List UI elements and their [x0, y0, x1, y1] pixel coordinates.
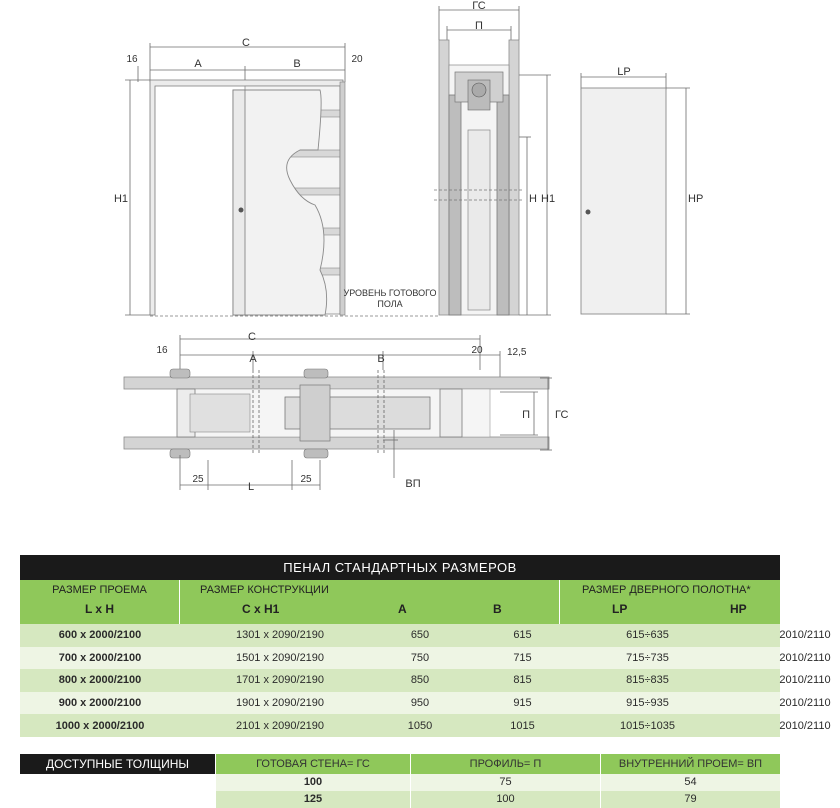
header-construction: РАЗМЕР КОНСТРУКЦИИ C x H1 A B — [180, 580, 560, 624]
cell-a: 850 — [410, 674, 430, 687]
thickness-row — [20, 774, 780, 791]
table-row — [20, 669, 831, 692]
thickness-p: 75 — [410, 774, 600, 791]
thickness-gs: 100 — [215, 774, 410, 791]
plan-dim-p: П — [522, 409, 530, 421]
table-title: ПЕНАЛ СТАНДАРТНЫХ РАЗМЕРОВ — [20, 555, 780, 580]
front-dim-c: C — [242, 37, 250, 49]
cell-cxh1: 1701 x 2090/2190 — [235, 674, 325, 687]
plan-dim-25-left: 25 — [192, 474, 204, 485]
cell-lp: 715÷735 — [626, 651, 669, 664]
cell-cxh1: 1901 x 2090/2190 — [235, 697, 325, 710]
cell-cxh1: 1501 x 2090/2190 — [235, 651, 325, 664]
header-lp: LP — [612, 602, 628, 616]
table-row — [20, 624, 831, 647]
cell-hp: 2010/2110 — [779, 651, 831, 664]
side-dim-h: H — [529, 193, 537, 205]
thickness-label: ДОСТУПНЫЕ ТОЛЩИНЫ — [20, 754, 215, 774]
standard-sizes-table — [20, 555, 831, 808]
plan-dim-16: 16 — [156, 345, 168, 356]
cell-a: 950 — [410, 697, 430, 710]
floor-level-label-2: ПОЛА — [377, 299, 403, 309]
cell-opening: 700 x 2000/2100 — [58, 651, 142, 664]
side-dim-p: П — [475, 20, 483, 32]
thickness-row — [20, 791, 780, 808]
thickness-col-p: ПРОФИЛЬ= П — [410, 754, 600, 774]
cell-cxh1: 2101 x 2090/2190 — [235, 719, 325, 732]
cell-lp: 815÷835 — [626, 674, 669, 687]
door-leaf-drawing — [581, 66, 703, 314]
side-section — [434, 0, 555, 315]
cell-hp: 2010/2110 — [779, 674, 831, 687]
thickness-col-vp: ВНУТРЕННИЙ ПРОЕМ= ВП — [600, 754, 780, 774]
table-row — [20, 692, 831, 715]
door-dim-hp: HP — [688, 193, 704, 205]
front-elevation — [114, 37, 440, 316]
cell-b: 1015 — [510, 719, 535, 732]
table-header — [20, 580, 780, 624]
plan-section — [124, 331, 568, 493]
cell-b: 915 — [513, 697, 532, 710]
door-dim-lp: LP — [617, 66, 631, 78]
cell-a: 750 — [410, 651, 430, 664]
thickness-vp: 79 — [600, 791, 780, 808]
table-body — [20, 624, 831, 737]
thickness-header — [20, 754, 780, 774]
plan-dim-25-right: 25 — [300, 474, 312, 485]
cell-cxh1: 1301 x 2090/2190 — [235, 629, 325, 642]
plan-dim-a: A — [249, 353, 257, 365]
thickness-gs: 125 — [215, 791, 410, 808]
table-row — [20, 647, 831, 670]
floor-level-label-1: УРОВЕНЬ ГОТОВОГО — [343, 288, 437, 298]
front-dim-b: B — [293, 58, 301, 70]
cell-opening: 800 x 2000/2100 — [58, 674, 142, 687]
front-dim-a: A — [194, 58, 202, 70]
header-door-leaf: РАЗМЕР ДВЕРНОГО ПОЛОТНА* LP HP — [582, 584, 751, 616]
cell-hp: 2010/2110 — [779, 697, 831, 710]
cell-b: 815 — [513, 674, 532, 687]
plan-dim-vp: ВП — [405, 478, 421, 490]
plan-dim-20: 20 — [471, 345, 483, 356]
plan-dim-12-5: 12,5 — [507, 347, 527, 358]
plan-dim-l: L — [247, 481, 255, 493]
cell-lp: 1015÷1035 — [620, 719, 675, 732]
header-a: A — [398, 602, 407, 616]
thickness-p: 100 — [410, 791, 600, 808]
cell-lp: 915÷935 — [626, 697, 669, 710]
side-dim-gs: ГС — [472, 0, 486, 12]
header-cxh1: C x H1 — [242, 602, 280, 616]
front-dim-h1: H1 — [113, 193, 128, 205]
cell-opening: 1000 x 2000/2100 — [55, 719, 145, 732]
cell-hp: 2010/2110 — [779, 629, 831, 642]
table-row — [20, 714, 831, 737]
side-dim-h1: H1 — [541, 193, 556, 205]
cell-hp: 2010/2110 — [779, 719, 831, 732]
plan-dim-gs: ГС — [555, 409, 569, 421]
cell-lp: 615÷635 — [626, 629, 669, 642]
cell-b: 615 — [513, 629, 532, 642]
plan-dim-c: C — [248, 331, 256, 343]
cell-opening: 600 x 2000/2100 — [58, 629, 142, 642]
front-dim-20: 20 — [351, 54, 363, 65]
cell-b: 715 — [513, 651, 532, 664]
header-b: B — [493, 602, 502, 616]
plan-dim-b: B — [377, 353, 385, 365]
front-dim-16: 16 — [126, 54, 138, 65]
cell-a: 650 — [410, 629, 430, 642]
header-opening: РАЗМЕР ПРОЕМА L x H — [20, 580, 180, 624]
cell-a: 1050 — [407, 719, 433, 732]
cell-opening: 900 x 2000/2100 — [58, 697, 142, 710]
header-hp: HP — [730, 602, 747, 616]
thickness-col-gs: ГОТОВАЯ СТЕНА= ГС — [215, 754, 410, 774]
thickness-vp: 54 — [600, 774, 780, 791]
